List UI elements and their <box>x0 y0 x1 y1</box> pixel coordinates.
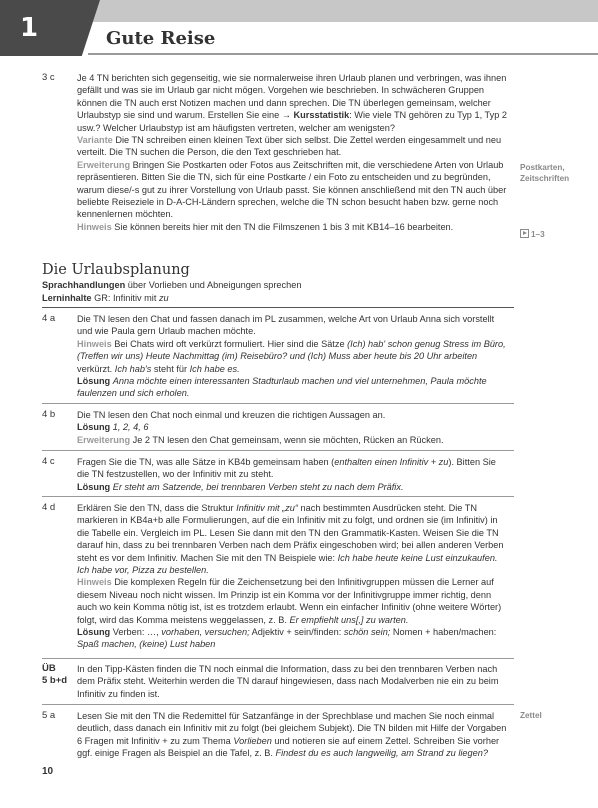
loesung-text: 1, 2, 4, 6 <box>112 422 149 433</box>
page-number: 10 <box>42 766 54 777</box>
task-label-ueb <box>42 663 67 688</box>
task-4b-text: Die TN lesen den Chat noch einmal und kreuzen die richtigen Aussagen an. <box>77 410 386 420</box>
side-material-zettel: Zettel <box>520 711 542 720</box>
loesung-italic-3: Spaß machen, (keine) Lust haben <box>77 639 216 650</box>
chapter-number-box <box>0 0 80 56</box>
loesung-tag: Lösung <box>77 627 111 638</box>
play-icon <box>520 229 529 238</box>
loesung-tag: Lösung <box>77 376 111 387</box>
hinweis-italic-2: Ich hab's <box>114 363 152 374</box>
task-3c-text: Je 4 TN berichten sich gegenseitig, wie sie normalerweise ihren Urlaub planen und verbringen, was ihnen gefällt und was sie im Urlaub gar nicht mögen. Vorgehen wie beschrieben. In schwächeren Gruppen können die TN auch erst Notizen machen und dann sprechen. Die TN überlegen gemeinsam, welcher Urlaubstyp sie sind und warum. Erstellen Sie eine → <box>77 73 507 121</box>
task-5a-text-2: und notieren sie auf einem Zettel. Schreiben Sie vorher ggf. einige Fragen als Beispiel an die Tafel, z. B. <box>77 735 500 759</box>
loesung-text: Anna möchte einen interessanten Stadturlaub machen und viel unternehmen, Paula möchte faulenzen und sich erholen. <box>77 376 487 399</box>
hinweis-text-2: verkürzt. <box>77 363 113 374</box>
hinweis-italic: (Ich) hab' schon genug Stress im Büro, (Treffen wir uns) Heute Nachmittag (im) Reisebüro? und (Ich) Muss aber heute bis 20 Uhr arbeiten <box>77 338 506 362</box>
ueb-sub-label: 5 b+d <box>42 675 68 687</box>
hinweis-tag: Hinweis <box>77 221 112 232</box>
erweiterung-tag: Erweiterung <box>77 434 131 445</box>
task-label-4c: 4 c <box>42 456 55 467</box>
task-label-4d: 4 d <box>42 502 56 513</box>
task-4d-text-2: nach bestimmten Ausdrücken steht. Die TN markieren in KB4a+b alle Formulierungen, auf die ein Infinitiv mit zu folgt, und ordnen sie (im Infinitiv) in die Tabelle ein. Vergleich im PL. Lesen Sie dann mit den TN den Grammatik-Kasten. Weisen Sie die TN darauf hin, dass zu bei trennbaren Verben nach dem Präfix eingeschoben wird; bei allen anderen Verben steht es vor dem Infinitiv. Machen Sie mit den TN Beispiele wie: <box>77 503 504 563</box>
hinweis-text: Sie können bereits hier mit den TN die Filmszenen 1 bis 3 mit KB14–16 bearbeiten. <box>114 221 454 232</box>
side-material-postkarten: Postkarten, Zeitschriften <box>520 163 570 183</box>
task-4a-text: Die TN lesen den Chat und fassen danach im PL zusammen, welche Art von Urlaub Anna sich vorstellt und wie Paula gern Urlaub machen möchte. <box>77 314 495 337</box>
lern-zu: zu <box>158 293 169 303</box>
task-5a-italic-2: Findest du es auch langweilig, am Strand zu liegen? <box>275 748 488 759</box>
task-4b <box>77 409 509 446</box>
side-film-ref <box>520 229 545 240</box>
task-3c-text-rest: : Wie viele TN gehören zu Typ 1, Typ 2 usw.? Welcher Urlaubstyp ist am häufigsten vertreten, welcher am wenigsten? <box>77 110 507 133</box>
task-label-4b: 4 b <box>42 409 56 420</box>
loesung-text: Er steht am Satzende, bei trennbaren Verben steht zu nach dem Präfix. <box>112 481 404 492</box>
task-5a-italic: Vorlieben <box>233 735 272 746</box>
hinweis-tag: Hinweis <box>77 577 112 588</box>
task-4d-italic: Infinitiv mit „zu“ <box>236 503 298 513</box>
hinweis-tag: Hinweis <box>77 338 112 349</box>
task-3c <box>77 72 509 233</box>
loesung-italic: vorhaben, versuchen; <box>161 627 250 638</box>
lerninhalte-line <box>42 293 169 303</box>
divider <box>42 450 514 451</box>
erweiterung-tag: Erweiterung <box>77 159 131 170</box>
lern-label: Lerninhalte <box>42 293 92 303</box>
chapter-number: 1 <box>19 13 39 43</box>
task-ueb-5bd: In den Tipp-Kästen finden die TN noch einmal die Information, dass zu bei den trennbaren Verben nach dem Präfix steht. Weiterhin werden die TN darauf hingewiesen, dass nach Modalverben nie ein zu beim Infinitiv zu finden ist. <box>77 664 499 699</box>
section-title: Die Urlaubsplanung <box>42 262 190 278</box>
ueb-label: ÜB <box>42 663 56 674</box>
header-underline <box>88 53 598 55</box>
task-4a <box>77 313 509 400</box>
sprach-label: Sprachhandlungen <box>42 280 126 290</box>
divider <box>42 307 514 308</box>
divider <box>42 496 514 497</box>
hinweis-text: Bei Chats wird oft verkürzt formuliert. Hier sind die Sätze <box>114 338 345 349</box>
loesung-italic-2: schön sein; <box>343 627 391 638</box>
task-4d-text: Erklären Sie den TN, dass die Struktur <box>77 503 234 513</box>
loesung-text-2: Adjektiv + sein/finden: <box>251 627 342 638</box>
header-strip <box>90 0 598 22</box>
lern-text: GR: Infinitiv mit <box>94 293 157 303</box>
divider <box>42 658 514 659</box>
sprachhandlungen-line <box>42 280 301 290</box>
task-4c-text: Fragen Sie die TN, was alle Sätze in KB4b gemeinsam haben ( <box>77 457 335 467</box>
loesung-tag: Lösung <box>77 481 111 492</box>
task-5a-text: Lesen Sie mit den TN die Redemittel für Satzanfänge in der Sprechblase und machen Sie noch einmal deutlich, dass danach ein Infinitiv mit zu folgt (bei gleichem Subjekt). Die TN bilden mit Hilfe der Vorgaben 6 Fragen mit Infinitiv + zu zum Thema <box>77 711 507 746</box>
task-4c-italic: enthalten einen Infinitiv + zu <box>334 457 449 467</box>
kursstatistik-term: Kursstatistik <box>293 110 350 121</box>
variante-text: Die TN schreiben einen kleinen Text über sich selbst. Die Zettel werden eingesammelt und neu verteilt. Die TN suchen die Person, die den Text geschrieben hat. <box>77 135 502 158</box>
loesung-text: Verben: …, <box>112 627 159 638</box>
erweiterung-text: Bringen Sie Postkarten oder Fotos aus Zeitschriften mit, die verschiedene Arten von Urlaub repräsentieren. Bitten Sie die TN, sich für eine Postkarte / ein Foto zu entscheiden und zu begründen, warum diese/-s gut zu ihrer Vorstellung von Urlaub passt. Sie können anschließend mit den TN auch über beliebte Reiseziele in D-A-CH-Ländern sprechen, welche die TN schon besucht haben bzw. gerne noch kennenlernen möchten. <box>77 159 507 220</box>
chapter-header <box>0 0 598 56</box>
erweiterung-text: Je 2 TN lesen den Chat gemeinsam, wenn sie möchten, Rücken an Rücken. <box>132 434 444 445</box>
divider <box>42 403 514 404</box>
loesung-tag: Lösung <box>77 422 111 433</box>
task-4c <box>77 456 509 493</box>
task-label-5a: 5 a <box>42 710 56 721</box>
divider <box>42 704 514 705</box>
hinweis-text-3: steht für <box>153 363 188 374</box>
task-label-3c: 3 c <box>42 72 55 83</box>
variante-tag: Variante <box>77 135 113 146</box>
hinweis-text: Die komplexen Regeln für die Zeichensetzung bei den Infinitivgruppen müssen die Lerner auf diesem Niveau noch nicht wissen. Im Prinzip ist ein Komma vor der Infinitivgruppe immer richtig, denn auch wo kein Komma nötig ist, ist es trotzdem erlaubt. Wenn ein einfacher Infinitiv (ohne weitere Wörter) folgt, wird das Komma meistens weggelassen, z. B. <box>77 577 502 625</box>
task-label-4a: 4 a <box>42 313 56 324</box>
task-4d-italic-2: Ich habe heute keine Lust einzukaufen. Ich habe vor, Pizza zu bestellen. <box>77 552 498 576</box>
loesung-text-3: Nomen + haben/machen: <box>392 627 497 638</box>
task-4d <box>77 502 509 651</box>
chapter-title: Gute Reise <box>106 28 216 49</box>
hinweis-italic: Er empfiehlt uns[,] zu warten. <box>289 614 409 625</box>
task-4c-text-2: ). Bitten Sie die TN festzustellen, wo der Infinitiv mit zu steht. <box>77 457 496 480</box>
hinweis-italic-3: Ich habe es. <box>189 363 240 374</box>
sprach-text: über Vorlieben und Abneigungen sprechen <box>127 280 302 290</box>
task-5a <box>77 710 509 760</box>
side-film-text: 1–3 <box>531 230 545 239</box>
